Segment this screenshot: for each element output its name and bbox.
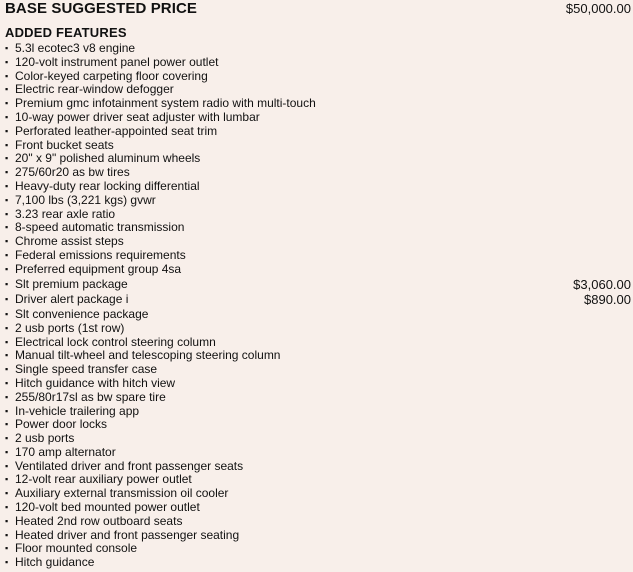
feature-label: Color-keyed carpeting floor covering xyxy=(15,68,208,83)
feature-row xyxy=(5,556,631,570)
square-bullet-icon: ▪ xyxy=(5,249,9,260)
feature-label: Perforated leather-appointed seat trim xyxy=(15,123,218,138)
square-bullet-icon: ▪ xyxy=(5,125,9,136)
feature-content xyxy=(5,529,239,543)
feature-content xyxy=(5,277,128,293)
feature-label: Heated 2nd row outboard seats xyxy=(15,513,183,528)
feature-row xyxy=(5,405,631,419)
square-bullet-icon: ▪ xyxy=(5,433,9,444)
square-bullet-icon: ▪ xyxy=(5,405,9,416)
square-bullet-icon: ▪ xyxy=(5,543,9,554)
square-bullet-icon: ▪ xyxy=(5,308,9,319)
feature-label: Hitch guidance with hitch view xyxy=(15,375,176,390)
feature-label: 10-way power driver seat adjuster with lumbar xyxy=(15,109,260,124)
feature-row xyxy=(5,336,631,350)
square-bullet-icon: ▪ xyxy=(5,278,9,289)
feature-content xyxy=(5,487,228,501)
feature-row xyxy=(5,529,631,543)
square-bullet-icon: ▪ xyxy=(5,419,9,430)
square-bullet-icon: ▪ xyxy=(5,446,9,457)
feature-row xyxy=(5,56,631,70)
feature-label: Ventilated driver and front passenger seats xyxy=(15,458,244,473)
square-bullet-icon: ▪ xyxy=(5,43,9,53)
feature-row xyxy=(5,42,631,56)
feature-label: Floor mounted console xyxy=(15,541,138,556)
square-bullet-icon: ▪ xyxy=(5,153,9,164)
feature-content xyxy=(5,221,184,235)
feature-row xyxy=(5,363,631,377)
feature-row xyxy=(5,208,631,222)
feature-content xyxy=(5,377,175,391)
feature-content xyxy=(5,97,316,111)
square-bullet-icon: ▪ xyxy=(5,208,9,219)
square-bullet-icon: ▪ xyxy=(5,294,9,305)
feature-row xyxy=(5,139,631,153)
square-bullet-icon: ▪ xyxy=(5,167,9,178)
feature-row xyxy=(5,235,631,249)
square-bullet-icon: ▪ xyxy=(5,460,9,471)
base-price-row xyxy=(5,0,631,18)
feature-label: 3.23 rear axle ratio xyxy=(15,206,116,221)
feature-row xyxy=(5,166,631,180)
feature-label: Heavy-duty rear locking differential xyxy=(15,178,200,193)
feature-content xyxy=(5,473,192,487)
feature-row xyxy=(5,111,631,125)
feature-label: 170 amp alternator xyxy=(15,444,116,459)
feature-row xyxy=(5,308,631,322)
feature-label: Slt convenience package xyxy=(15,306,149,321)
feature-row xyxy=(5,432,631,446)
feature-content xyxy=(5,405,139,419)
feature-label: Single speed transfer case xyxy=(15,362,158,377)
feature-row xyxy=(5,194,631,208)
feature-content xyxy=(5,180,200,194)
feature-row xyxy=(5,446,631,460)
square-bullet-icon: ▪ xyxy=(5,529,9,540)
feature-content xyxy=(5,235,124,249)
feature-label: Slt premium package xyxy=(15,276,128,291)
square-bullet-icon: ▪ xyxy=(5,488,9,499)
feature-content xyxy=(5,125,217,139)
feature-content xyxy=(5,263,181,277)
square-bullet-icon: ▪ xyxy=(5,364,9,375)
feature-label: Chrome assist steps xyxy=(15,234,124,249)
feature-label: Manual tilt-wheel and telescoping steering column xyxy=(15,348,281,363)
square-bullet-icon: ▪ xyxy=(5,322,9,333)
feature-row xyxy=(5,501,631,515)
feature-label: Electrical lock control steering column xyxy=(15,334,216,349)
added-features-title: ADDED FEATURES xyxy=(5,25,127,40)
square-bullet-icon: ▪ xyxy=(5,557,9,568)
feature-label: Electric rear-window defogger xyxy=(15,82,174,97)
feature-price: $890.00 xyxy=(584,292,631,308)
feature-label: Federal emissions requirements xyxy=(15,247,186,262)
feature-row xyxy=(5,542,631,556)
feature-row xyxy=(5,515,631,529)
feature-row xyxy=(5,349,631,363)
feature-label: 255/80r17sl as bw spare tire xyxy=(15,389,166,404)
square-bullet-icon: ▪ xyxy=(5,391,9,402)
base-price-title: BASE SUGGESTED PRICE xyxy=(5,0,198,17)
feature-row xyxy=(5,377,631,391)
square-bullet-icon: ▪ xyxy=(5,222,9,233)
feature-content xyxy=(5,249,186,263)
feature-content xyxy=(5,208,115,222)
square-bullet-icon: ▪ xyxy=(5,70,9,81)
feature-content xyxy=(5,418,107,432)
feature-content xyxy=(5,542,137,556)
feature-label: 5.3l ecotec3 v8 engine xyxy=(15,41,136,55)
feature-content xyxy=(5,556,94,570)
feature-row xyxy=(5,418,631,432)
feature-content xyxy=(5,139,114,153)
square-bullet-icon: ▪ xyxy=(5,139,9,150)
feature-row xyxy=(5,263,631,277)
feature-row xyxy=(5,277,631,293)
square-bullet-icon: ▪ xyxy=(5,236,9,247)
feature-label: 2 usb ports (1st row) xyxy=(15,320,125,335)
feature-label: Auxiliary external transmission oil cooler xyxy=(15,486,229,501)
feature-content xyxy=(5,336,216,350)
feature-content xyxy=(5,194,156,208)
feature-label: Power door locks xyxy=(15,417,108,432)
added-features-list xyxy=(5,42,631,570)
feature-content xyxy=(5,166,130,180)
feature-content xyxy=(5,292,128,308)
feature-label: In-vehicle trailering app xyxy=(15,403,140,418)
square-bullet-icon: ▪ xyxy=(5,98,9,109)
feature-label: 8-speed automatic transmission xyxy=(15,220,185,235)
feature-content xyxy=(5,349,280,363)
square-bullet-icon: ▪ xyxy=(5,56,9,67)
square-bullet-icon: ▪ xyxy=(5,84,9,95)
feature-content xyxy=(5,501,200,515)
feature-row xyxy=(5,97,631,111)
feature-label: Preferred equipment group 4sa xyxy=(15,261,182,276)
feature-content xyxy=(5,83,174,97)
base-price-value: $50,000.00 xyxy=(565,1,631,16)
feature-row xyxy=(5,83,631,97)
feature-label: 275/60r20 as bw tires xyxy=(15,165,130,180)
feature-row xyxy=(5,249,631,263)
square-bullet-icon: ▪ xyxy=(5,263,9,274)
feature-row xyxy=(5,180,631,194)
feature-content xyxy=(5,363,157,377)
feature-label: 7,100 lbs (3,221 kgs) gvwr xyxy=(15,192,156,207)
feature-row xyxy=(5,221,631,235)
square-bullet-icon: ▪ xyxy=(5,180,9,191)
square-bullet-icon: ▪ xyxy=(5,377,9,388)
feature-content xyxy=(5,460,243,474)
feature-content xyxy=(5,56,218,70)
feature-content xyxy=(5,70,208,84)
feature-label: Hitch guidance xyxy=(15,555,95,570)
square-bullet-icon: ▪ xyxy=(5,502,9,513)
feature-content xyxy=(5,111,260,125)
feature-content xyxy=(5,322,124,336)
feature-content xyxy=(5,515,182,529)
feature-label: Driver alert package i xyxy=(15,292,129,307)
feature-label: Front bucket seats xyxy=(15,137,114,152)
feature-content xyxy=(5,432,74,446)
square-bullet-icon: ▪ xyxy=(5,474,9,485)
feature-row xyxy=(5,125,631,139)
feature-label: 2 usb ports xyxy=(15,431,75,446)
feature-content xyxy=(5,308,148,322)
feature-row xyxy=(5,473,631,487)
square-bullet-icon: ▪ xyxy=(5,111,9,122)
feature-label: 120-volt bed mounted power outlet xyxy=(15,500,200,515)
square-bullet-icon: ▪ xyxy=(5,350,9,361)
feature-row xyxy=(5,292,631,308)
square-bullet-icon: ▪ xyxy=(5,336,9,347)
feature-label: Heated driver and front passenger seating xyxy=(15,527,240,542)
feature-label: 120-volt instrument panel power outlet xyxy=(15,54,219,69)
feature-row xyxy=(5,460,631,474)
feature-row xyxy=(5,152,631,166)
feature-row xyxy=(5,322,631,336)
feature-content xyxy=(5,152,200,166)
feature-row xyxy=(5,391,631,405)
feature-label: 20" x 9" polished aluminum wheels xyxy=(15,151,201,166)
feature-label: Premium gmc infotainment system radio with multi-touch xyxy=(15,96,316,111)
feature-price: $3,060.00 xyxy=(573,276,631,292)
square-bullet-icon: ▪ xyxy=(5,515,9,526)
feature-label: 12-volt rear auxiliary power outlet xyxy=(15,472,192,487)
feature-content xyxy=(5,446,116,460)
feature-content xyxy=(5,42,135,56)
feature-row xyxy=(5,487,631,501)
feature-row xyxy=(5,70,631,84)
square-bullet-icon: ▪ xyxy=(5,194,9,205)
feature-content xyxy=(5,391,166,405)
